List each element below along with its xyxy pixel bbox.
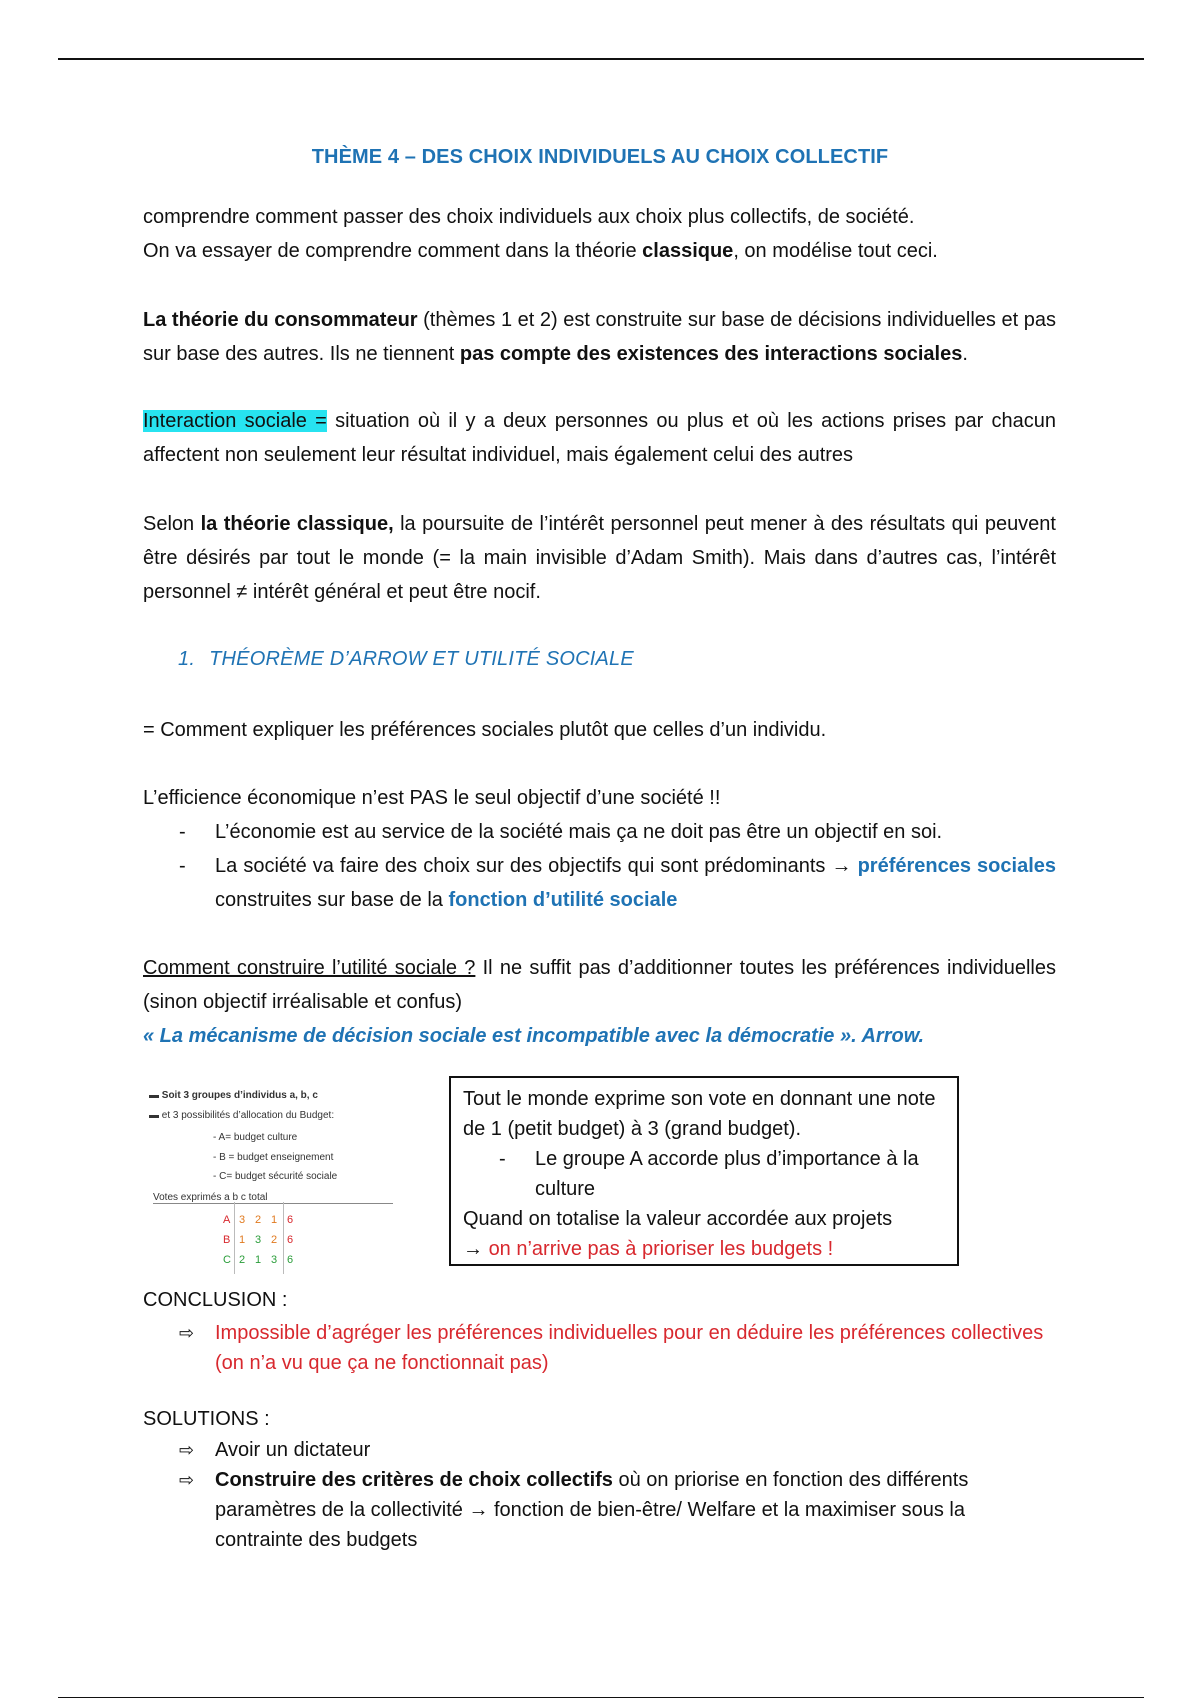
page-title: THÈME 4 – DES CHOIX INDIVIDUELS AU CHOIX COLLECTIF (311, 146, 889, 168)
consumer-theory-paragraph: La théorie du consommateur (thèmes 1 et 2) est construite sur base de décisions individuelles et pas sur base des autres. Ils ne tiennent pas compte des existences des interactions sociales. (143, 309, 1056, 365)
definition-line: = Comment expliquer les préférences sociales plutôt que celles d’un individu. (143, 719, 827, 741)
arrow-marker-icon: ⇨ (179, 1440, 195, 1460)
section-heading-1: 1. THÉORÈME D’ARROW ET UTILITÉ SOCIALE (178, 648, 634, 670)
intro-paragraph (143, 200, 1056, 268)
list-item: - La société va faire des choix sur des objectifs qui sont prédominants → préférences sociales construites sur base de la fonction d’utilité sociale (179, 855, 1056, 911)
efficiency-lead: L’efficience économique n’est PAS le seul objectif d’une société !! (143, 787, 721, 809)
conclusion-label: CONCLUSION : (143, 1289, 288, 1311)
arrow-marker-icon: ⇨ (179, 1323, 195, 1343)
list-item: - Le groupe A accorde plus d’importance à la culture (499, 1148, 919, 1200)
top-rule (58, 58, 1144, 60)
table-row: C 2 1 3 6 (223, 1254, 294, 1266)
highlighted-term: Interaction sociale = (143, 410, 327, 432)
bottom-rule (58, 1697, 1144, 1698)
intro-line-1: comprendre comment passer des choix individuels aux choix plus collectifs, de société. (143, 206, 915, 228)
list-item: ⇨ Construire des critères de choix collectifs où on priorise en fonction des différents paramètres de la collectivité → fonction de bien-être/ Welfare et la maximiser sous la contrainte des budgets (143, 1465, 1056, 1555)
solutions-label: SOLUTIONS : (143, 1408, 270, 1430)
interaction-definition: Interaction sociale = situation où il y a deux personnes ou plus et où les actions prises par chacun affectent non seulement leur résultat individuel, mais également celui des autres (143, 410, 1057, 466)
list-item: ⇨ Avoir un dictateur (143, 1435, 1056, 1465)
list-item: ⇨ Impossible d’agréger les préférences individuelles pour en déduire les préférences collectives (on n’a vu que ça ne fonctionnait pas) (143, 1318, 1056, 1378)
arrow-marker-icon: ⇨ (179, 1470, 195, 1490)
solutions-list (143, 1435, 1056, 1555)
efficiency-list (143, 815, 1056, 917)
vote-table-figure: ▬ Soit 3 groupes d’individus a, b, c ▬ et 3 possibilités d’allocation du Budget: - A= budget culture - B = budget enseignement - C= budget sécurité sociale Votes exprimés a b c total A 3 2 1 6 B 1 3 2 6 C 2 1 3 6 (143, 1082, 395, 1282)
intro-line-2: On va essayer de comprendre comment dans la théorie classique, on modélise tout ceci. (143, 240, 938, 262)
table-row: A 3 2 1 6 (223, 1214, 294, 1226)
build-paragraph: Comment construire l’utilité sociale ? Il ne suffit pas d’additionner toutes les préférences individuelles (sinon objectif irréalisable et confus) (143, 957, 1056, 1013)
classic-theory-paragraph: Selon la théorie classique, la poursuite de l’intérêt personnel peut mener à des résultats qui peuvent être désirés par tout le monde (= la main invisible d’Adam Smith). Mais dans d’autres cas, l’intérêt personnel ≠ intérêt général et peut être nocif. (143, 513, 1056, 603)
arrow-quote: « La mécanisme de décision sociale est incompatible avec la démocratie ». Arrow. (143, 1025, 925, 1047)
list-item: - L’économie est au service de la société mais ça ne doit pas être un objectif en soi. (179, 821, 943, 843)
conclusion-list (143, 1318, 1056, 1378)
table-row: B 1 3 2 6 (223, 1234, 294, 1246)
vote-explanation-box: Tout le monde exprime son vote en donnant une note de 1 (petit budget) à 3 (grand budget). - Le groupe A accorde plus d’importance à la culture Quand on totalise la valeur accordée aux projets → on n’arrive pas à prioriser les budgets ! (449, 1076, 959, 1266)
